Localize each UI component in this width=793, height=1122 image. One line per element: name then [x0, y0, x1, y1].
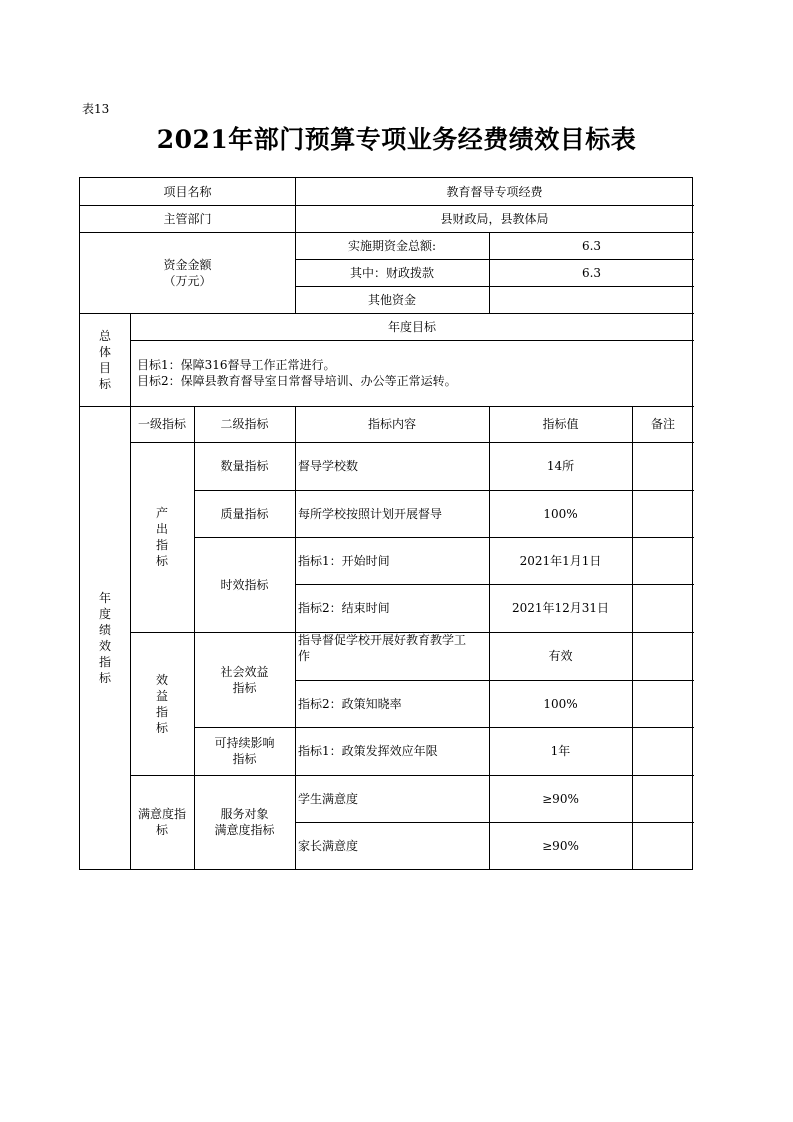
satisfaction-line2: 标 [155, 823, 168, 837]
performance-char: 指 [98, 654, 111, 669]
indicator-content: 指标2：结束时间 [298, 601, 390, 615]
indicator-note [632, 632, 694, 680]
level2-quality: 质量指标 [220, 506, 269, 521]
output-char: 出 [155, 522, 168, 536]
level2-sustain [194, 727, 295, 775]
funds-total-value: 6.3 [581, 238, 602, 253]
page-title: 2021年部门预算专项业务经费绩效目标表 [156, 125, 637, 154]
indicator-content: 指标1：政策发挥效应年限 [298, 744, 438, 758]
department-label: 主管部门 [163, 211, 212, 226]
funds-label-line1: 资金金额 [163, 257, 212, 272]
level2-service [194, 775, 295, 869]
table-number: 表13 [82, 102, 110, 116]
performance-char: 绩 [98, 622, 111, 637]
performance-side-label [80, 406, 130, 869]
sustain-line1: 可持续影响 [214, 736, 275, 750]
social-line1: 社会效益 [220, 664, 269, 679]
indicator-note [632, 680, 694, 727]
funds-fiscal-value: 6.3 [581, 265, 602, 280]
performance-char: 度 [98, 606, 111, 621]
service-line1: 服务对象 [220, 807, 269, 821]
output-char: 产 [155, 506, 168, 520]
indicator-note [632, 442, 694, 490]
output-char: 指 [155, 538, 168, 552]
header-content: 指标内容 [367, 417, 416, 431]
indicator-content: 督导学校数 [298, 459, 359, 473]
indicator-content: 学生满意度 [298, 791, 359, 806]
performance-char: 标 [98, 670, 111, 685]
funds-fiscal-label: 其中：财政拨款 [349, 265, 434, 280]
goal-2: 目标2：保障县教育督导室日常督导培训、办公等正常运转。 [137, 374, 457, 388]
overall-char: 标 [98, 376, 111, 391]
benefit-char: 效 [155, 672, 168, 687]
level2-timeliness: 时效指标 [220, 577, 269, 592]
funds-total-label: 实施期资金总额: [347, 238, 437, 253]
indicator-note [632, 584, 694, 632]
indicator-content: 家长满意度 [298, 838, 359, 853]
funds-label [80, 232, 295, 313]
department-value: 县财政局，县教体局 [440, 211, 549, 226]
header-value: 指标值 [542, 417, 579, 431]
indicator-value: ≥90% [542, 791, 579, 806]
social-line2: 指标 [232, 680, 257, 695]
funds-other-label: 其他资金 [367, 292, 416, 307]
indicator-value: 1年 [550, 744, 571, 758]
overall-char: 总 [98, 328, 111, 343]
overall-char: 目 [98, 360, 111, 375]
output-char: 标 [155, 554, 168, 568]
indicator-content-line1: 指导督促学校开展好教育教学工 [298, 633, 467, 647]
overall-char: 体 [98, 344, 111, 359]
indicator-value: 100% [543, 696, 578, 711]
performance-char: 年 [98, 590, 111, 605]
overall-goal-side-label [80, 313, 130, 406]
indicator-value: 2021年12月31日 [511, 601, 610, 615]
sustain-line2: 指标 [232, 752, 257, 766]
level1-satisfaction [130, 775, 194, 869]
indicator-content: 每所学校按照计划开展督导 [298, 506, 443, 521]
benefit-char: 标 [155, 720, 168, 735]
indicator-value: 有效 [548, 649, 573, 663]
level2-social [194, 632, 295, 727]
indicator-value: ≥90% [542, 838, 579, 853]
funds-label-line2: （万元） [163, 273, 212, 288]
indicator-content: 指标2：政策知晓率 [298, 696, 402, 711]
performance-char: 效 [98, 638, 111, 653]
service-line2: 满意度指标 [214, 823, 275, 837]
indicator-note [632, 822, 694, 869]
indicator-value: 14所 [546, 459, 575, 473]
indicator-note [632, 727, 694, 775]
funds-other-value [489, 286, 694, 313]
header-level2: 二级指标 [220, 417, 269, 431]
level1-benefit [130, 632, 194, 775]
indicator-value: 2021年1月1日 [519, 553, 602, 568]
indicator-content: 指标1：开始时间 [298, 553, 390, 568]
benefit-char: 益 [155, 688, 168, 703]
annual-goal-text [130, 340, 694, 406]
indicator-content-line2: 作 [298, 649, 311, 663]
indicator-note [632, 775, 694, 822]
header-note: 备注 [650, 417, 675, 431]
indicator-note [632, 490, 694, 537]
annual-goal-header: 年度目标 [387, 319, 436, 334]
goal-1: 目标1：保障316督导工作正常进行。 [137, 358, 336, 372]
project-name-value: 教育督导专项经费 [446, 184, 543, 199]
indicator-note [632, 537, 694, 584]
satisfaction-line1: 满意度指 [137, 807, 186, 821]
indicator-content [295, 632, 489, 680]
level2-quantity: 数量指标 [220, 459, 269, 473]
project-name-label: 项目名称 [163, 184, 212, 199]
benefit-char: 指 [155, 704, 168, 719]
header-level1: 一级指标 [137, 417, 186, 431]
indicator-value: 100% [543, 506, 578, 521]
performance-target-table [79, 177, 693, 870]
level1-output [130, 442, 194, 632]
